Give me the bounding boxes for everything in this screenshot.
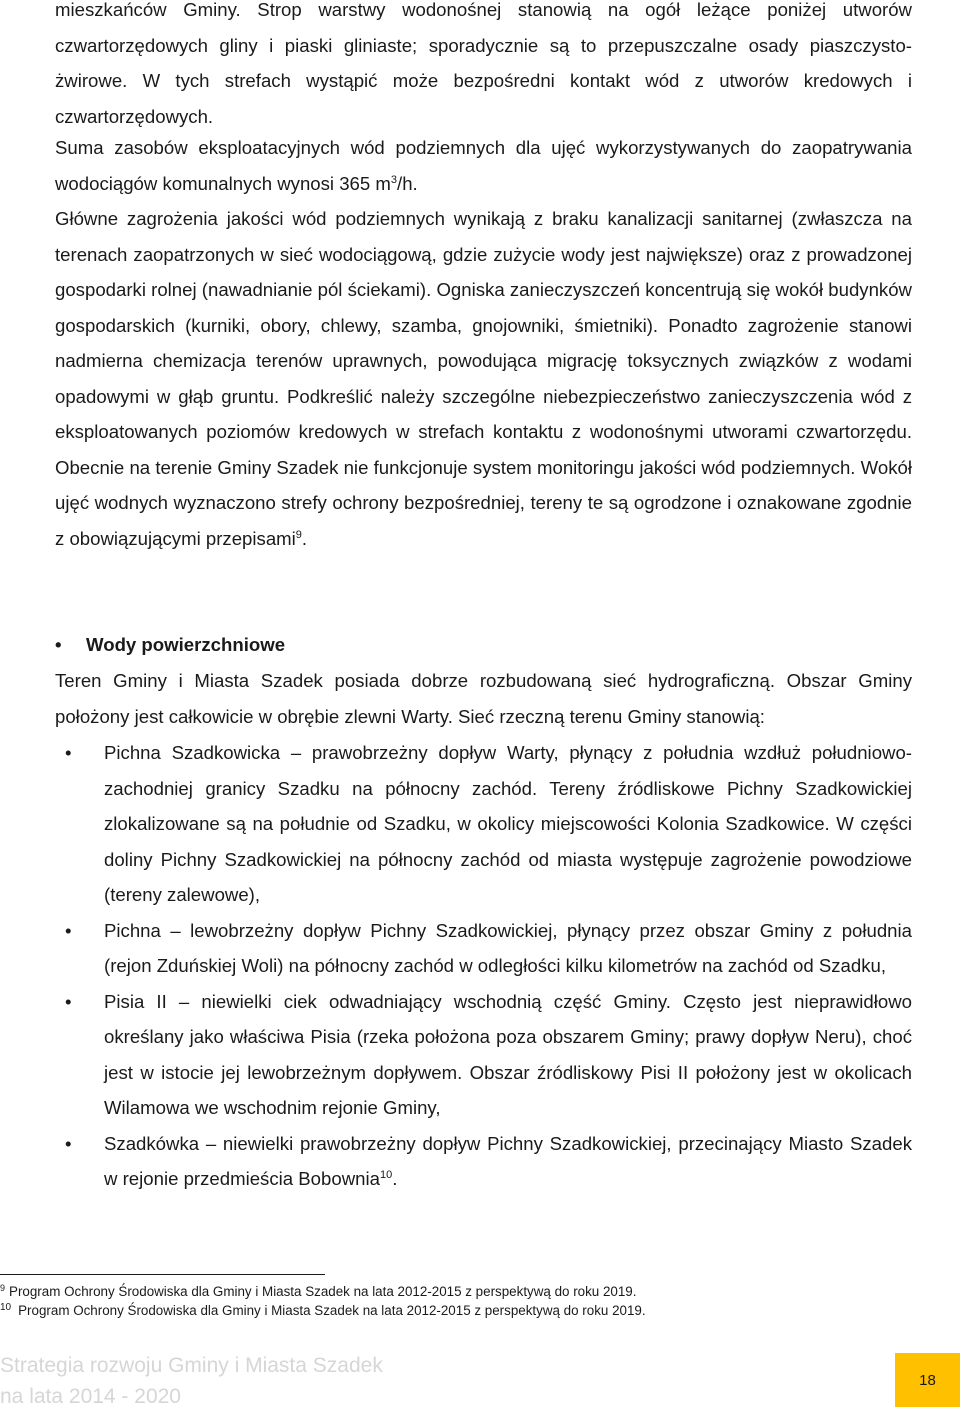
paragraph-aquifer-roof: mieszkańców Gminy. Strop warstwy wodonośnej stanowią na ogół leżące poniżej utworów czwartorzędowych gliny i piaski gliniaste; sporadycznie są to przepuszczalne osady piaszczysto-żwirowe. W tych strefach wystąpić może bezpośredni kontakt wód z utworów kredowych i czwartorzędowych. — [55, 0, 912, 127]
footnote-number: 9 — [0, 1282, 6, 1293]
list-item — [55, 984, 912, 1126]
footnote-text: Program Ochrony Środowiska dla Gminy i Miasta Szadek na lata 2012-2015 z perspektywą do roku 2019. — [18, 1303, 646, 1318]
paragraph-resources — [55, 130, 912, 201]
paragraph-threats-text: Główne zagrożenia jakości wód podziemnych wynikają z braku kanalizacji sanitarnej (zwłaszcza na terenach zaopatrzonych w sieć wodociągową, gdzie zużycie wody jest największe) oraz z prowadzonej gospodarki rolnej (nawadnianie pól ściekami). Ogniska zanieczyszczeń koncentrują się wokół budynków gospodarskich (kurniki, obory, chlewy, szamba, gnojowniki, śmietniki). Ponadto zagrożenie stanowi nadmierna chemizacja terenów uprawnych, powodująca migrację toksycznych związków z wodami opadowymi w głąb gruntu. Podkreślić należy szczególne niebezpieczeństwo zanieczyszczenia wód z eksploatowanych poziomów kredowych w strefach kontaktu z wodonośnymi utworami czwartorzędu. Obecnie na terenie Gminy Szadek nie funkcjonuje system monitoringu jakości wód podziemnych. Wokół ujęć wodnych wyznaczono strefy ochrony bezpośredniej, tereny te są ogrodzone i oznakowane zgodnie z obowiązującymi przepisami — [55, 208, 912, 549]
list-item-text: Pichna – lewobrzeżny dopływ Pichny Szadkowickiej, płynący przez obszar Gminy z południa (rejon Zduńskiej Woli) na północny zachód w odległości kilku kilometrów na zachód od Szadku, — [104, 919, 912, 976]
list-item-text: Pisia II – niewielki ciek odwadniający wschodnią część Gminy. Często jest nieprawidłowo określany jako właściwa Pisia (rzeka położona poza obszarem Gminy; prawy dopływ Neru), choć jest w istocie jej lewobrzeżnym dopływem. Obszar źródliskowy Pisi II położony jest w okolicach Wilamowa we wschodnim rejonie Gminy, — [104, 990, 912, 1118]
list-item-end: . — [392, 1168, 398, 1189]
list-item — [55, 735, 912, 913]
footer-title-line2: na lata 2014 - 2020 — [0, 1385, 181, 1408]
bullet-icon: • — [65, 742, 72, 763]
footnote-number: 10 — [0, 1301, 12, 1313]
river-list — [55, 735, 912, 1197]
footnote-ref-10[interactable]: 10 — [379, 1168, 393, 1181]
footnote-text: Program Ochrony Środowiska dla Gminy i Miasta Szadek na lata 2012-2015 z perspektywą do roku 2019. — [9, 1284, 637, 1299]
list-item — [55, 1126, 912, 1197]
paragraph-threats-end: . — [301, 527, 308, 549]
footnote-separator — [0, 1274, 325, 1275]
paragraph-resources-unit: /h. — [397, 172, 418, 194]
footnote-9 — [0, 1284, 636, 1300]
footnote-10 — [0, 1303, 646, 1319]
list-item-text: Szadkówka – niewielki prawobrzeżny dopływ Pichny Szadkowickiej, przecinający Miasto Szadek w rejonie przedmieścia Bobownia — [104, 1132, 912, 1189]
bullet-icon: • — [65, 919, 72, 941]
bullet-icon: • — [55, 634, 62, 655]
superscript-cubic: 3 — [390, 173, 398, 186]
paragraph-threats — [55, 201, 912, 556]
footer-title-line1: Strategia rozwoju Gminy i Miasta Szadek — [0, 1354, 383, 1377]
bullet-icon: • — [65, 990, 72, 1012]
footnote-ref-9[interactable]: 9 — [295, 528, 302, 541]
list-item-text: Pichna Szadkowicka – prawobrzeżny dopływ Warty, płynący z południa wzdłuż południowo-zachodniej granicy Szadku na północny zachód. Tereny źródliskowe Pichny Szadkowickiej zlokalizowane są na południe od Szadku, w okolicy miejscowości Kolonia Szadkowice. W części doliny Pichny Szadkowickiej na północny zachód od miasta występuje zagrożenie powodziowe (tereny zalewowe), — [104, 742, 912, 905]
paragraph-hydrography: Teren Gminy i Miasta Szadek posiada dobrze rozbudowaną sieć hydrograficzną. Obszar Gminy położony jest całkowicie w obrębie zlewni Warty. Sieć rzeczną terenu Gminy stanowią: — [55, 670, 912, 727]
section-heading-label: Wody powierzchniowe — [86, 634, 286, 655]
page-number-badge — [895, 1353, 960, 1407]
paragraph-resources-text: Suma zasobów eksploatacyjnych wód podziemnych dla ujęć wykorzystywanych do zaopatrywania wodociągów komunalnych wynosi 365 m — [55, 137, 912, 194]
list-item — [55, 913, 912, 984]
bullet-icon: • — [65, 1132, 72, 1154]
page-number: 18 — [919, 1371, 936, 1389]
